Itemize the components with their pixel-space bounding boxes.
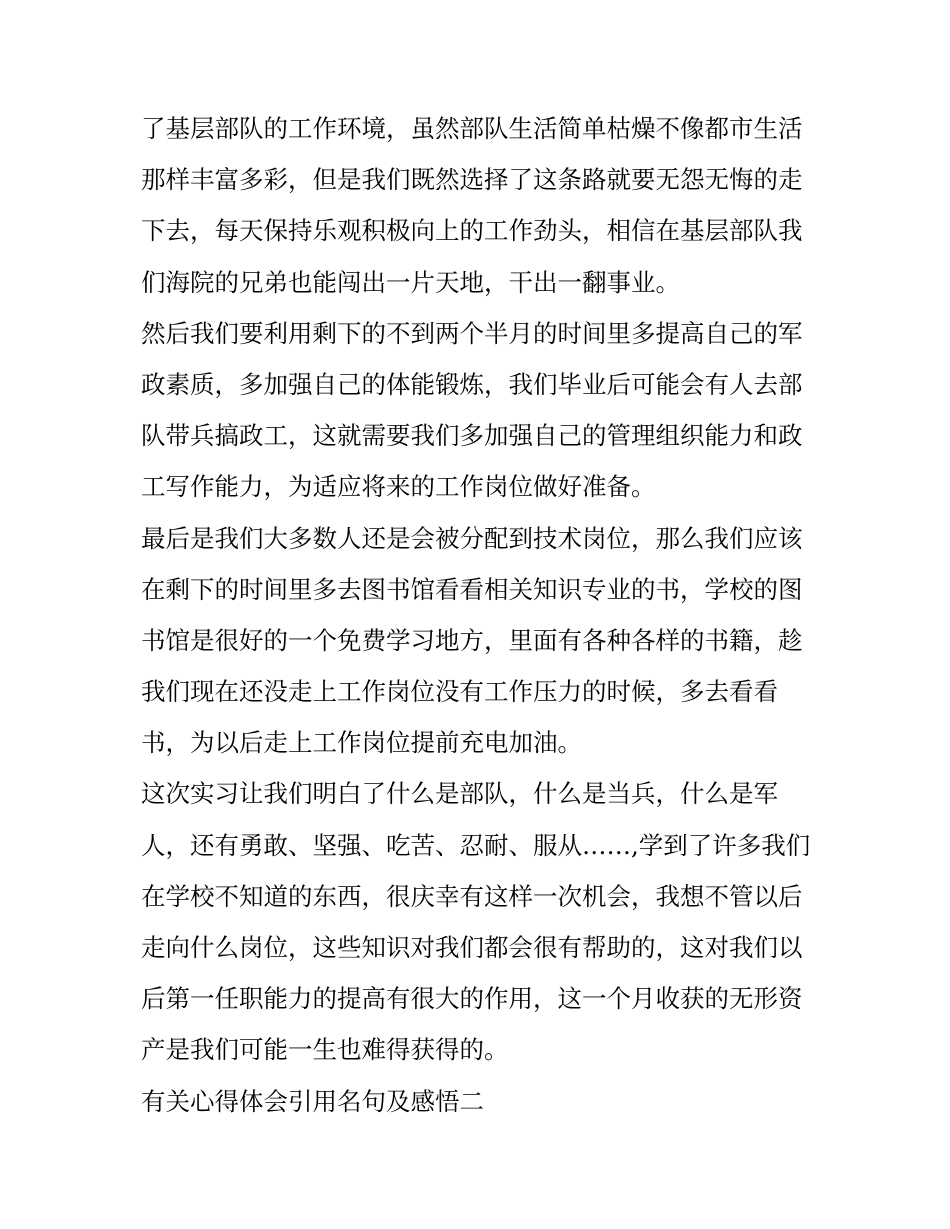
- body-text: [141, 103, 831, 1127]
- text-line: 在学校不知道的东西，很庆幸有这样一次机会，我想不管以后: [141, 881, 803, 911]
- text-line: 们海院的兄弟也能闯出一片天地，干出一翻事业。: [141, 267, 680, 297]
- text-line: 走向什么岗位，这些知识对我们都会很有帮助的，这对我们以: [141, 933, 803, 962]
- text-line: 产是我们可能一生也难得获得的。: [141, 1035, 509, 1065]
- text-line: 下去，每天保持乐观积极向上的工作劲头，相信在基层部队我: [141, 216, 803, 246]
- section-heading: 有关心得体会引用名句及感悟二: [141, 1086, 484, 1116]
- text-line: 那样丰富多彩，但是我们既然选择了这条路就要无怨无悔的走: [141, 165, 803, 195]
- text-line: 工写作能力，为适应将来的工作岗位做好准备。: [141, 472, 656, 502]
- text-line: 我们现在还没走上工作岗位没有工作压力的时候，多去看看: [141, 677, 778, 707]
- text-line: 了基层部队的工作环境，虽然部队生活简单枯燥不像都市生活: [141, 114, 803, 143]
- text-line: 最后是我们大多数人还是会被分配到技术岗位，那么我们应该: [141, 523, 803, 553]
- text-line: 后第一任职能力的提高有很大的作用，这一个月收获的无形资: [141, 984, 803, 1014]
- text-line: 然后我们要利用剩下的不到两个半月的时间里多提高自己的军: [141, 318, 803, 348]
- text-line: 在剩下的时间里多去图书馆看看相关知识专业的书，学校的图: [141, 574, 803, 604]
- text-line: 人，还有勇敢、坚强、吃苦、忍耐、服从……,学到了许多我们: [141, 830, 811, 860]
- text-line: 这次实习让我们明白了什么是部队，什么是当兵，什么是军: [141, 779, 778, 809]
- text-line: 队带兵搞政工，这就需要我们多加强自己的管理组织能力和政: [141, 421, 803, 451]
- text-line: 书馆是很好的一个免费学习地方，里面有各种各样的书籍，趁: [141, 625, 803, 655]
- text-line: 书，为以后走上工作岗位提前充电加油。: [141, 728, 582, 758]
- text-line: 政素质，多加强自己的体能锻炼，我们毕业后可能会有人去部: [141, 369, 803, 399]
